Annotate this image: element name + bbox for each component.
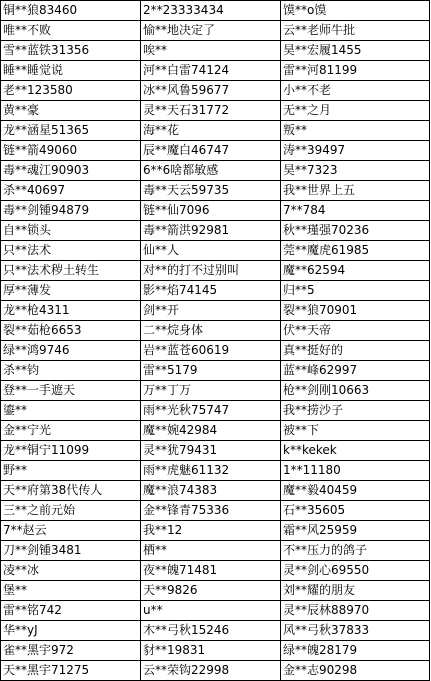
table-cell: 小**不老	[281, 81, 430, 101]
table-cell: 雪**蓝铁31356	[1, 41, 141, 61]
table-cell: 毒**魂江90903	[1, 161, 141, 181]
table-cell: 伏**天帝	[281, 321, 430, 341]
table-cell: 昊**宏履1455	[281, 41, 430, 61]
table-cell: 雷**铭742	[1, 601, 141, 621]
table-row	[1, 301, 430, 321]
table-cell: 链**箭49060	[1, 141, 141, 161]
table-cell: 凌**冰	[1, 561, 141, 581]
table-cell: 7**赵云	[1, 521, 141, 541]
table-cell: 云**荣钩22998	[141, 661, 281, 681]
table-row	[1, 21, 430, 41]
table-row	[1, 401, 430, 421]
table-row	[1, 541, 430, 561]
table-cell: 自**锁头	[1, 221, 141, 241]
table-cell: 杀**钧	[1, 361, 141, 381]
table-row	[1, 581, 430, 601]
table-row	[1, 381, 430, 401]
table-cell: 冰**风鲁59677	[141, 81, 281, 101]
table-cell: 馍**o馍	[281, 1, 430, 21]
table-cell: 7**784	[281, 201, 430, 221]
table-cell: 雀**黑宇972	[1, 641, 141, 661]
table-cell: 天**9826	[141, 581, 281, 601]
table-cell: 2**23333434	[141, 1, 281, 21]
table-cell: 铜**狼83460	[1, 1, 141, 21]
table-cell: 野**	[1, 461, 141, 481]
table-row	[1, 661, 430, 681]
table-row	[1, 121, 430, 141]
table-cell: 刀**剑锺3481	[1, 541, 141, 561]
table-row	[1, 141, 430, 161]
table-cell: 灵**剑心69550	[281, 561, 430, 581]
table-cell: 蓝**峰62997	[281, 361, 430, 381]
table-cell: 河**白雷74124	[141, 61, 281, 81]
table-cell: 华**yJ	[1, 621, 141, 641]
table-row	[1, 421, 430, 441]
table-cell: 绿**鸿9746	[1, 341, 141, 361]
table-cell: 天**黑宇71275	[1, 661, 141, 681]
table-row	[1, 101, 430, 121]
table-row	[1, 321, 430, 341]
table-cell: 夜**魄71481	[141, 561, 281, 581]
table-cell: 6**6啥都敏感	[141, 161, 281, 181]
table-cell: u**	[141, 601, 281, 621]
table-cell: 涛**39497	[281, 141, 430, 161]
table-cell: 愉**地决定了	[141, 21, 281, 41]
table-row	[1, 261, 430, 281]
table-row	[1, 561, 430, 581]
table-cell: 老**123580	[1, 81, 141, 101]
table-cell: 金**锋青75336	[141, 501, 281, 521]
table-cell: 毒**箭洪92981	[141, 221, 281, 241]
table-cell: 只**法术	[1, 241, 141, 261]
table-cell: 灵**犹79431	[141, 441, 281, 461]
table-cell: 归**5	[281, 281, 430, 301]
table-cell: 辰**魔白46747	[141, 141, 281, 161]
table-cell: 三**之前元始	[1, 501, 141, 521]
table-row	[1, 441, 430, 461]
table-row	[1, 181, 430, 201]
table-row	[1, 341, 430, 361]
table-row	[1, 81, 430, 101]
table-cell: 剑**开	[141, 301, 281, 321]
table-cell: 雷**河81199	[281, 61, 430, 81]
table-row	[1, 361, 430, 381]
table-cell: 对**的打不过别叫	[141, 261, 281, 281]
table-cell: 链**仙7096	[141, 201, 281, 221]
table-cell: 海**花	[141, 121, 281, 141]
table-row	[1, 481, 430, 501]
table-cell: 杀**40697	[1, 181, 141, 201]
table-cell: 叛**	[281, 121, 430, 141]
table-cell: 1**11180	[281, 461, 430, 481]
table-cell: 天**府第38代传人	[1, 481, 141, 501]
table-cell: 莞**魔虎61985	[281, 241, 430, 261]
table-cell: 魔**62594	[281, 261, 430, 281]
table-cell: 木**弓秋15246	[141, 621, 281, 641]
table-cell: 豺**19831	[141, 641, 281, 661]
table-cell: 龙**枪4311	[1, 301, 141, 321]
table-row	[1, 161, 430, 181]
table-cell: 龙**涵星51365	[1, 121, 141, 141]
table-cell: 昊**7323	[281, 161, 430, 181]
table-cell: 灵**天石31772	[141, 101, 281, 121]
table-cell: 真**挺好的	[281, 341, 430, 361]
table-cell: 我**世界上五	[281, 181, 430, 201]
table-cell: 风**弓秋37833	[281, 621, 430, 641]
table-row	[1, 201, 430, 221]
table-cell: 我**捞沙子	[281, 401, 430, 421]
table-cell: 睡**睡觉说	[1, 61, 141, 81]
table-cell: 鎏**	[1, 401, 141, 421]
table-cell: 唯**不败	[1, 21, 141, 41]
table-row	[1, 1, 430, 21]
table-cell: 厚**薄发	[1, 281, 141, 301]
table-cell: 龙**铜宁11099	[1, 441, 141, 461]
table-row	[1, 521, 430, 541]
table-cell: 雨**虎魅61132	[141, 461, 281, 481]
table-cell: 云**老师牛批	[281, 21, 430, 41]
table-body	[1, 1, 430, 681]
table-row	[1, 61, 430, 81]
table-cell: 毒**天云59735	[141, 181, 281, 201]
table-cell: 雨**光秋75747	[141, 401, 281, 421]
table-cell: 灵**辰林88970	[281, 601, 430, 621]
table-cell: 被**下	[281, 421, 430, 441]
table-cell: 枪**剑刚10663	[281, 381, 430, 401]
table-cell: 仙**人	[141, 241, 281, 261]
table-cell: 雷**5179	[141, 361, 281, 381]
table-cell: 影**焰74145	[141, 281, 281, 301]
table-row	[1, 461, 430, 481]
table-row	[1, 501, 430, 521]
table-cell: 魔**毅40459	[281, 481, 430, 501]
table-row	[1, 601, 430, 621]
table-cell: 裂**狼70901	[281, 301, 430, 321]
table-cell: 霜**风25959	[281, 521, 430, 541]
table-cell: 我**12	[141, 521, 281, 541]
table-cell: k**kekek	[281, 441, 430, 461]
table-row	[1, 641, 430, 661]
table-cell: 刘**耀的朋友	[281, 581, 430, 601]
table-cell: 不**压力的鸽子	[281, 541, 430, 561]
table-cell: 万**丁万	[141, 381, 281, 401]
table-cell: 唉**	[141, 41, 281, 61]
table-cell: 金**志90298	[281, 661, 430, 681]
table-cell: 魔**婉42984	[141, 421, 281, 441]
table-row	[1, 221, 430, 241]
table-cell: 黄**豪	[1, 101, 141, 121]
table-cell: 登**一手遮天	[1, 381, 141, 401]
table-cell: 石**35605	[281, 501, 430, 521]
table-row	[1, 41, 430, 61]
table-cell: 金**宁光	[1, 421, 141, 441]
table-cell: 毒**剑锺94879	[1, 201, 141, 221]
table-cell: 绿**魄28179	[281, 641, 430, 661]
table-cell: 无**之月	[281, 101, 430, 121]
table-cell: 裂**茹枪6653	[1, 321, 141, 341]
table-cell: 岩**蓝苍60619	[141, 341, 281, 361]
table-row	[1, 621, 430, 641]
table-cell: 只**法术秽土转生	[1, 261, 141, 281]
table-row	[1, 281, 430, 301]
table-cell: 二**烷身体	[141, 321, 281, 341]
table-row	[1, 241, 430, 261]
table-cell: 栖**	[141, 541, 281, 561]
table-cell: 魔**浪74383	[141, 481, 281, 501]
table-cell: 堡**	[1, 581, 141, 601]
table-cell: 秋**瑾强70236	[281, 221, 430, 241]
